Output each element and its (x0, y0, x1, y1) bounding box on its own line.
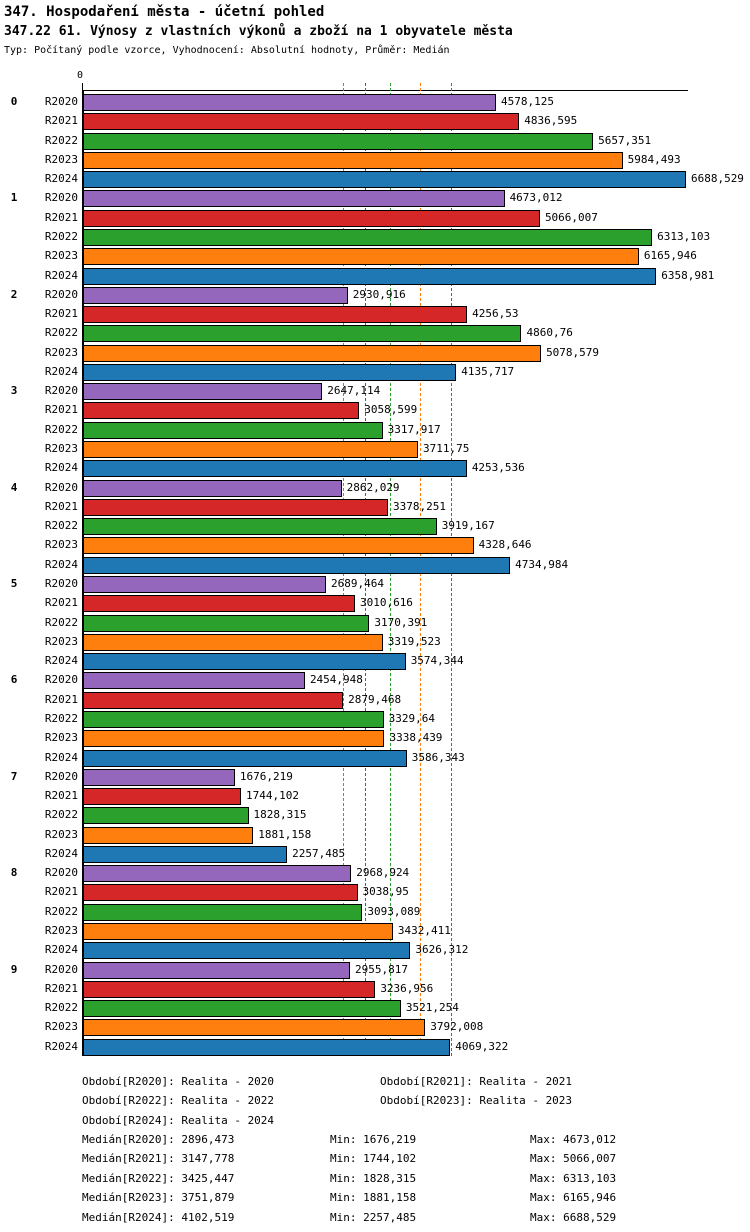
bar-value-label: 6313,103 (657, 229, 711, 243)
bar-value-label: 3792,008 (430, 1020, 484, 1034)
bar-year-label: R2023 (44, 924, 78, 938)
bar-year-label: R2023 (44, 731, 78, 745)
legend-min-label: Min: 1676,219 (330, 1133, 417, 1146)
bar-R2021 (82, 210, 540, 227)
bar-value-label: 4069,322 (455, 1039, 509, 1053)
group-label: 2 (10, 287, 18, 301)
bar-year-label: R2022 (44, 808, 78, 822)
bar-year-label: R2023 (44, 249, 78, 263)
legend-median-label: Medián[R2022]: 3425,447 (82, 1171, 235, 1185)
x-axis-zero-label: 0 (77, 70, 84, 81)
bar-year-label: R2024 (44, 461, 78, 475)
legend-max-label: Max: 5066,007 (530, 1152, 617, 1166)
bar-value-label: 3038,95 (362, 885, 409, 899)
bar-value-label: 4836,595 (524, 114, 578, 128)
bar-value-label: 3329,64 (388, 711, 436, 725)
bar-year-label: R2021 (44, 403, 78, 417)
bar-value-label: 4734,984 (515, 557, 569, 571)
bar-value-label: 4253,536 (471, 461, 525, 475)
bar-value-label: 5657,351 (598, 133, 652, 147)
legend-median-label: Medián[R2024]: 4102,519 (82, 1210, 235, 1224)
bar-R2023 (82, 537, 474, 554)
chart-subtitle: 347.22 61. Výnosy z vlastních výkonů a zboží na 1 obyvatele města (4, 24, 513, 39)
bar-value-label: 3058,599 (364, 403, 418, 417)
page-title: 347. Hospodaření města - účetní pohled (4, 4, 325, 20)
bar-value-label: 2647,114 (327, 384, 381, 398)
bar-value-label: 1744,102 (245, 789, 299, 803)
group-label: 3 (10, 384, 18, 398)
bar-value-label: 3236,956 (380, 981, 434, 995)
bar-R2022 (82, 518, 437, 535)
bar-year-label: R2024 (44, 172, 78, 186)
bar-R2022 (82, 422, 383, 439)
bar-year-label: R2024 (44, 846, 78, 860)
bar-value-label: 6358,981 (661, 268, 715, 282)
bar-R2024 (82, 750, 407, 767)
bar-value-label: 3378,251 (393, 499, 447, 513)
legend-period-label: Období[R2024]: Realita - 2024 (82, 1113, 275, 1127)
bar-year-label: R2021 (44, 596, 78, 610)
bar-R2023 (82, 923, 393, 940)
bar-value-label: 2968,924 (356, 866, 410, 880)
bar-value-label: 4860,76 (526, 326, 573, 340)
bar-value-label: 4328,646 (478, 538, 532, 552)
bar-year-label: R2020 (44, 962, 78, 976)
bar-R2022 (82, 615, 369, 632)
bar-value-label: 1676,219 (239, 769, 293, 783)
bar-year-label: R2022 (44, 615, 78, 629)
bar-value-label: 3521,254 (405, 1001, 459, 1015)
bar-R2021 (82, 306, 467, 323)
bar-year-label: R2023 (44, 345, 78, 359)
bar-value-label: 3626,312 (415, 943, 469, 957)
group-label: 6 (10, 673, 18, 687)
legend-max-label: Max: 4673,012 (530, 1133, 617, 1146)
bar-year-label: R2021 (44, 885, 78, 899)
bar-R2024 (82, 460, 467, 477)
bar-R2023 (82, 152, 623, 169)
bar-year-label: R2023 (44, 442, 78, 456)
bar-R2022 (82, 807, 249, 824)
bar-R2022 (82, 711, 384, 728)
bar-year-label: R2020 (44, 95, 78, 108)
bar-R2020 (82, 383, 322, 400)
bar-value-label: 3010,616 (359, 596, 413, 610)
group-label: 0 (10, 95, 18, 108)
bar-R2023 (82, 248, 639, 265)
bar-R2020 (82, 190, 505, 207)
bar-value-label: 2454,948 (309, 673, 363, 687)
bar-year-label: R2022 (44, 326, 78, 340)
bar-value-label: 3574,344 (410, 654, 464, 668)
bar-value-label: 2689,464 (331, 577, 385, 590)
bar-R2023 (82, 730, 384, 747)
bar-R2021 (82, 981, 375, 998)
bar-value-label: 3432,411 (397, 924, 451, 938)
bar-year-label: R2020 (44, 673, 78, 687)
bar-R2022 (82, 133, 593, 150)
legend-period-label: Období[R2021]: Realita - 2021 (380, 1075, 573, 1088)
y-axis-spine (82, 90, 84, 1056)
bar-year-label: R2020 (44, 384, 78, 398)
bar-year-label: R2024 (44, 268, 78, 282)
bar-year-label: R2022 (44, 229, 78, 243)
group-label: 4 (10, 480, 18, 494)
bar-R2020 (82, 672, 305, 689)
bar-year-label: R2021 (44, 789, 78, 803)
bar-R2022 (82, 325, 521, 342)
bar-value-label: 2257,485 (292, 846, 346, 860)
legend-min-label: Min: 1828,315 (330, 1171, 417, 1185)
bar-year-label: R2020 (44, 577, 78, 590)
bar-year-label: R2024 (44, 1039, 78, 1053)
bar-R2020 (82, 287, 348, 304)
bar-value-label: 3317,917 (387, 422, 441, 436)
bar-R2023 (82, 345, 541, 362)
bar-R2020 (82, 962, 350, 979)
bar-value-label: 4578,125 (501, 95, 555, 108)
legend-period-label: Období[R2022]: Realita - 2022 (82, 1094, 275, 1108)
bar-R2024 (82, 942, 410, 959)
bar-R2020 (82, 480, 342, 497)
bar-year-label: R2020 (44, 769, 78, 783)
bar-R2020 (82, 769, 235, 786)
bar-value-label: 4256,53 (472, 307, 519, 321)
group-label: 9 (10, 962, 18, 976)
bar-R2021 (82, 692, 343, 709)
bar-year-label: R2021 (44, 499, 78, 513)
bar-year-label: R2023 (44, 152, 78, 166)
bar-R2021 (82, 402, 359, 419)
bar-value-label: 6165,946 (643, 249, 697, 263)
bar-R2023 (82, 1019, 425, 1036)
bar-R2021 (82, 499, 388, 516)
bar-R2023 (82, 827, 253, 844)
bar-year-label: R2023 (44, 634, 78, 648)
bar-year-label: R2022 (44, 1001, 78, 1015)
legend-max-label: Max: 6165,946 (530, 1191, 617, 1205)
bar-year-label: R2023 (44, 1020, 78, 1034)
bar-R2024 (82, 557, 510, 574)
bar-year-label: R2023 (44, 827, 78, 841)
bar-year-label: R2024 (44, 557, 78, 571)
bar-year-label: R2021 (44, 692, 78, 706)
bar-R2022 (82, 904, 362, 921)
bar-R2021 (82, 884, 358, 901)
group-label: 1 (10, 191, 18, 205)
bar-value-label: 4135,717 (461, 364, 515, 378)
bar-R2020 (82, 576, 326, 593)
legend-max-label: Max: 6688,529 (530, 1210, 617, 1224)
bar-value-label: 2930,916 (352, 287, 406, 301)
bar-value-label: 3093,089 (367, 904, 421, 918)
bar-value-label: 5984,493 (627, 152, 681, 166)
bar-year-label: R2020 (44, 480, 78, 494)
bar-value-label: 6688,529 (690, 172, 744, 186)
group-label: 7 (10, 769, 18, 783)
legend-min-label: Min: 1744,102 (330, 1152, 417, 1166)
bar-R2024 (82, 364, 456, 381)
group-label: 8 (10, 866, 18, 880)
legend-min-label: Min: 1881,158 (330, 1191, 417, 1205)
bar-value-label: 3586,343 (411, 750, 465, 764)
bar-value-label: 3919,167 (441, 519, 495, 533)
bar-R2021 (82, 788, 241, 805)
bar-year-label: R2024 (44, 654, 78, 668)
legend-period-label: Období[R2020]: Realita - 2020 (82, 1075, 275, 1088)
bar-year-label: R2022 (44, 711, 78, 725)
bar-R2021 (82, 595, 355, 612)
bar-year-label: R2021 (44, 307, 78, 321)
x-axis-line (82, 90, 688, 91)
legend-min-label: Min: 2257,485 (330, 1210, 417, 1224)
bar-R2024 (82, 846, 287, 863)
legend-period-label: Období[R2023]: Realita - 2023 (380, 1094, 573, 1108)
group-label: 5 (10, 577, 18, 590)
bar-year-label: R2021 (44, 114, 78, 128)
bar-R2024 (82, 1039, 450, 1056)
bar-year-label: R2020 (44, 191, 78, 205)
bar-value-label: 2879,468 (348, 692, 402, 706)
bar-year-label: R2022 (44, 519, 78, 533)
bar-value-label: 3338,439 (389, 731, 443, 745)
bar-year-label: R2020 (44, 287, 78, 301)
bar-year-label: R2022 (44, 422, 78, 436)
legend-median-label: Medián[R2023]: 3751,879 (82, 1191, 235, 1205)
bar-year-label: R2024 (44, 943, 78, 957)
bar-value-label: 5066,007 (544, 210, 598, 224)
bar-R2022 (82, 1000, 401, 1017)
bar-R2022 (82, 229, 652, 246)
legend-median-label: Medián[R2021]: 3147,778 (82, 1152, 235, 1166)
bar-R2023 (82, 634, 383, 651)
bar-R2023 (82, 441, 418, 458)
bar-value-label: 1828,315 (253, 808, 307, 822)
legend-max-label: Max: 6313,103 (530, 1171, 617, 1185)
bar-value-label: 3319,523 (387, 634, 441, 648)
bar-value-label: 5078,579 (546, 345, 600, 359)
bar-year-label: R2024 (44, 750, 78, 764)
bar-R2024 (82, 653, 406, 670)
bar-year-label: R2021 (44, 981, 78, 995)
x-axis-zero-tick (82, 83, 83, 90)
chart-meta-line: Typ: Počítaný podle vzorce, Vyhodnocení: Absolutní hodnoty, Průměr: Medián (4, 45, 450, 56)
bar-R2020 (82, 865, 351, 882)
bar-value-label: 3711,75 (423, 442, 470, 456)
bar-value-label: 4673,012 (509, 191, 563, 205)
bar-R2020 (82, 94, 496, 111)
bar-R2024 (82, 171, 686, 188)
bar-year-label: R2024 (44, 364, 78, 378)
bar-year-label: R2022 (44, 133, 78, 147)
bar-year-label: R2022 (44, 904, 78, 918)
bar-year-label: R2020 (44, 866, 78, 880)
legend-median-label: Medián[R2020]: 2896,473 (82, 1133, 235, 1146)
bar-value-label: 2955,817 (355, 962, 408, 976)
bar-value-label: 3170,391 (374, 615, 428, 629)
bar-year-label: R2023 (44, 538, 78, 552)
bar-R2021 (82, 113, 519, 130)
bar-R2024 (82, 268, 656, 285)
bar-value-label: 2862,029 (346, 480, 400, 494)
bar-year-label: R2021 (44, 210, 78, 224)
bar-value-label: 1881,158 (258, 827, 312, 841)
